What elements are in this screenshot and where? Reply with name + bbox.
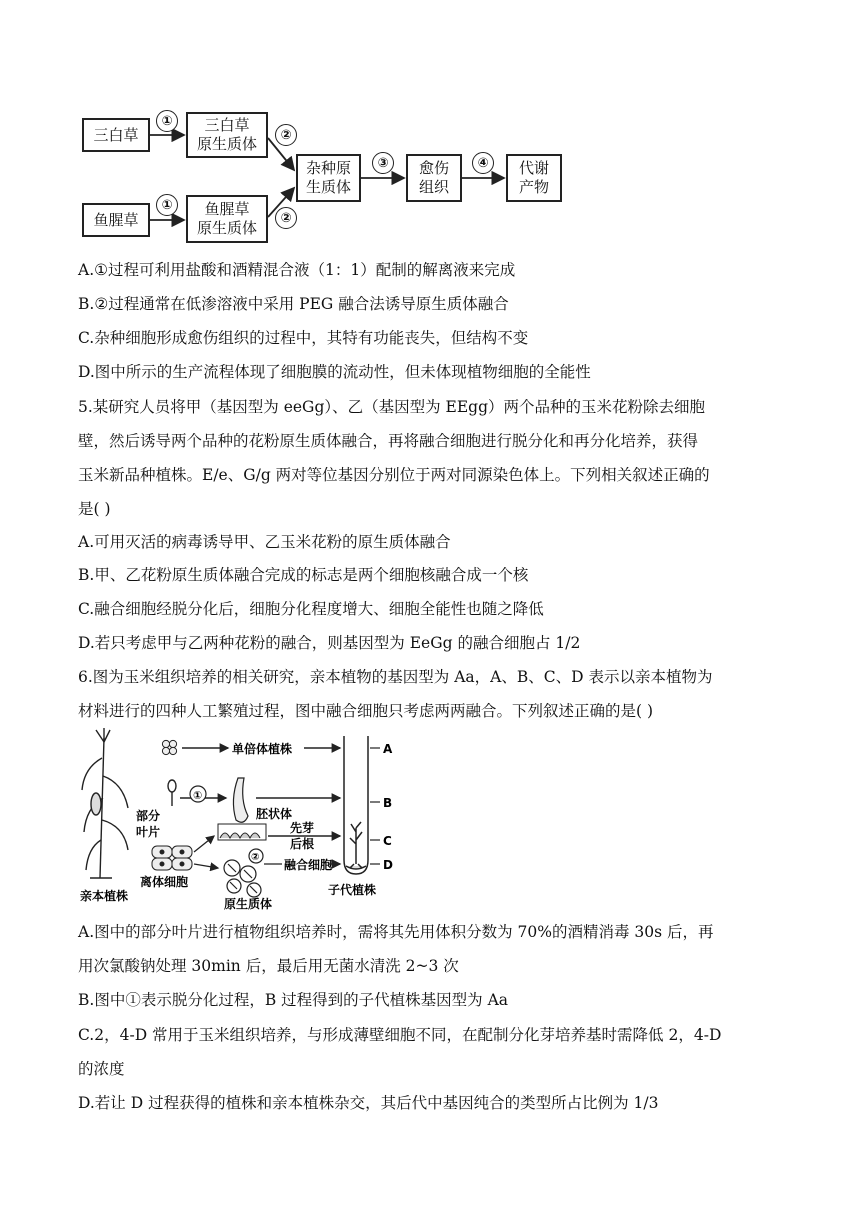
box-hybrid-protoplast: 杂种原 生质体 (296, 154, 361, 202)
label-root-later: 后根 (290, 837, 315, 851)
q4-option-b: B.②过程通常在低渗溶液中采用 PEG 融合法诱导原生质体融合 (78, 295, 509, 313)
label-step-2: ② (251, 852, 260, 863)
step-1-marker-lower: ① (156, 194, 178, 216)
label-parent-plant: 亲本植株 (80, 889, 129, 903)
leaf-explant-icon (168, 780, 176, 806)
q5-option-c: C.融合细胞经脱分化后，细胞分化程度增大、细胞全能性也随之降低 (78, 600, 544, 618)
step-3-marker: ③ (372, 152, 394, 174)
q4-option-c: C.杂种细胞形成愈伤组织的过程中，其特有功能丧失，但结构不变 (78, 329, 529, 347)
q5-stem-line-3: 玉米新品种植株。E/e、G/g 两对等位基因分别位于两对同源染色体上。下列相关叙述正确的 (78, 466, 710, 484)
embryoid-icon (233, 778, 248, 822)
q4-option-a: A.①过程可利用盐酸和酒精混合液（1：1）配制的解离液来完成 (78, 261, 516, 279)
q6-option-c-line-2: 的浓度 (78, 1060, 125, 1078)
q6-option-d: D.若让 D 过程获得的植株和亲本植株杂交，其后代中基因纯合的类型所占比例为 1/3 (78, 1094, 659, 1112)
label-B: B (383, 796, 393, 810)
label-step-1: ① (193, 789, 203, 802)
label-protoplast: 原生质体 (224, 897, 273, 910)
box-callus: 愈伤 组织 (406, 154, 462, 202)
box-yuxingcao-protoplast: 鱼腥草 原生质体 (186, 195, 268, 243)
q4-option-d: D.图中所示的生产流程体现了细胞膜的流动性，但未体现植物细胞的全能性 (78, 363, 591, 381)
isolated-cells-icon (152, 846, 192, 870)
label-C: C (383, 834, 392, 848)
label-A: A (383, 742, 393, 756)
box-metabolite: 代谢 产物 (506, 154, 562, 202)
corn-plant-icon (82, 728, 128, 878)
q6-stem-line-1: 6.图为玉米组织培养的相关研究，亲本植物的基因型为 Aa，A、B、C、D 表示以亲本植物为 (78, 668, 713, 686)
label-shoot-first: 先芽 (290, 821, 315, 835)
q5-option-b: B.甲、乙花粉原生质体融合完成的标志是两个细胞核融合成一个核 (78, 566, 529, 584)
corn-tissue-culture-figure (78, 728, 418, 910)
q5-option-d: D.若只考虑甲与乙两种花粉的融合，则基因型为 EeGg 的融合细胞占 1/2 (78, 634, 581, 652)
label-D: D (383, 858, 393, 872)
q5-stem-line-1: 5.某研究人员将甲（基因型为 eeGg）、乙（基因型为 EEgg）两个品种的玉米花粉除去细胞 (78, 398, 706, 416)
label-partial-leaf-1: 部分 (136, 809, 161, 823)
step-4-marker: ④ (472, 152, 494, 174)
q5-option-a: A.可用灭活的病毒诱导甲、乙玉米花粉的原生质体融合 (78, 533, 451, 551)
box-sanbaicao: 三白草 (82, 118, 150, 152)
label-fused-cell: 融合细胞 (284, 858, 333, 872)
box-sanbaicao-protoplast: 三白草 原生质体 (186, 112, 268, 158)
label-haploid-plant: 单倍体植株 (232, 742, 293, 756)
label-isolated-cells: 离体细胞 (140, 875, 189, 889)
label-embryoid: 胚状体 (256, 807, 293, 821)
protoplast-fusion-flowchart (70, 100, 570, 250)
step-1-marker: ① (156, 110, 178, 132)
q6-stem-line-2: 材料进行的四种人工繁殖过程，图中融合细胞只考虑两两融合。下列叙述正确的是( ) (78, 702, 654, 720)
protoplasts-icon (224, 860, 261, 897)
q6-option-b: B.图中①表示脱分化过程，B 过程得到的子代植株基因型为 Aa (78, 991, 508, 1009)
box-yuxingcao: 鱼腥草 (82, 203, 150, 237)
callus-tissue-icon (218, 824, 266, 840)
step-2-marker: ② (275, 124, 297, 146)
pollen-cells-icon (162, 740, 176, 754)
q6-option-a-line-2: 用次氯酸钠处理 30min 后，最后用无菌水清洗 2~3 次 (78, 957, 459, 975)
step-2-marker-lower: ② (275, 207, 297, 229)
q5-stem-line-2: 壁，然后诱导两个品种的花粉原生质体融合，再将融合细胞进行脱分化和再分化培养，获得 (78, 432, 699, 450)
q6-option-c-line-1: C.2，4-D 常用于玉米组织培养，与形成薄壁细胞不同，在配制分化芽培养基时需降低 2，4-D (78, 1026, 722, 1044)
q6-option-a-line-1: A.图中的部分叶片进行植物组织培养时，需将其先用体积分数为 70%的酒精消毒 30s 后，再 (78, 923, 714, 941)
q5-stem-line-4: 是( ) (78, 500, 111, 518)
test-tube-icon (344, 736, 368, 874)
label-partial-leaf-2: 叶片 (136, 825, 161, 839)
label-offspring-plant: 子代植株 (328, 883, 377, 897)
